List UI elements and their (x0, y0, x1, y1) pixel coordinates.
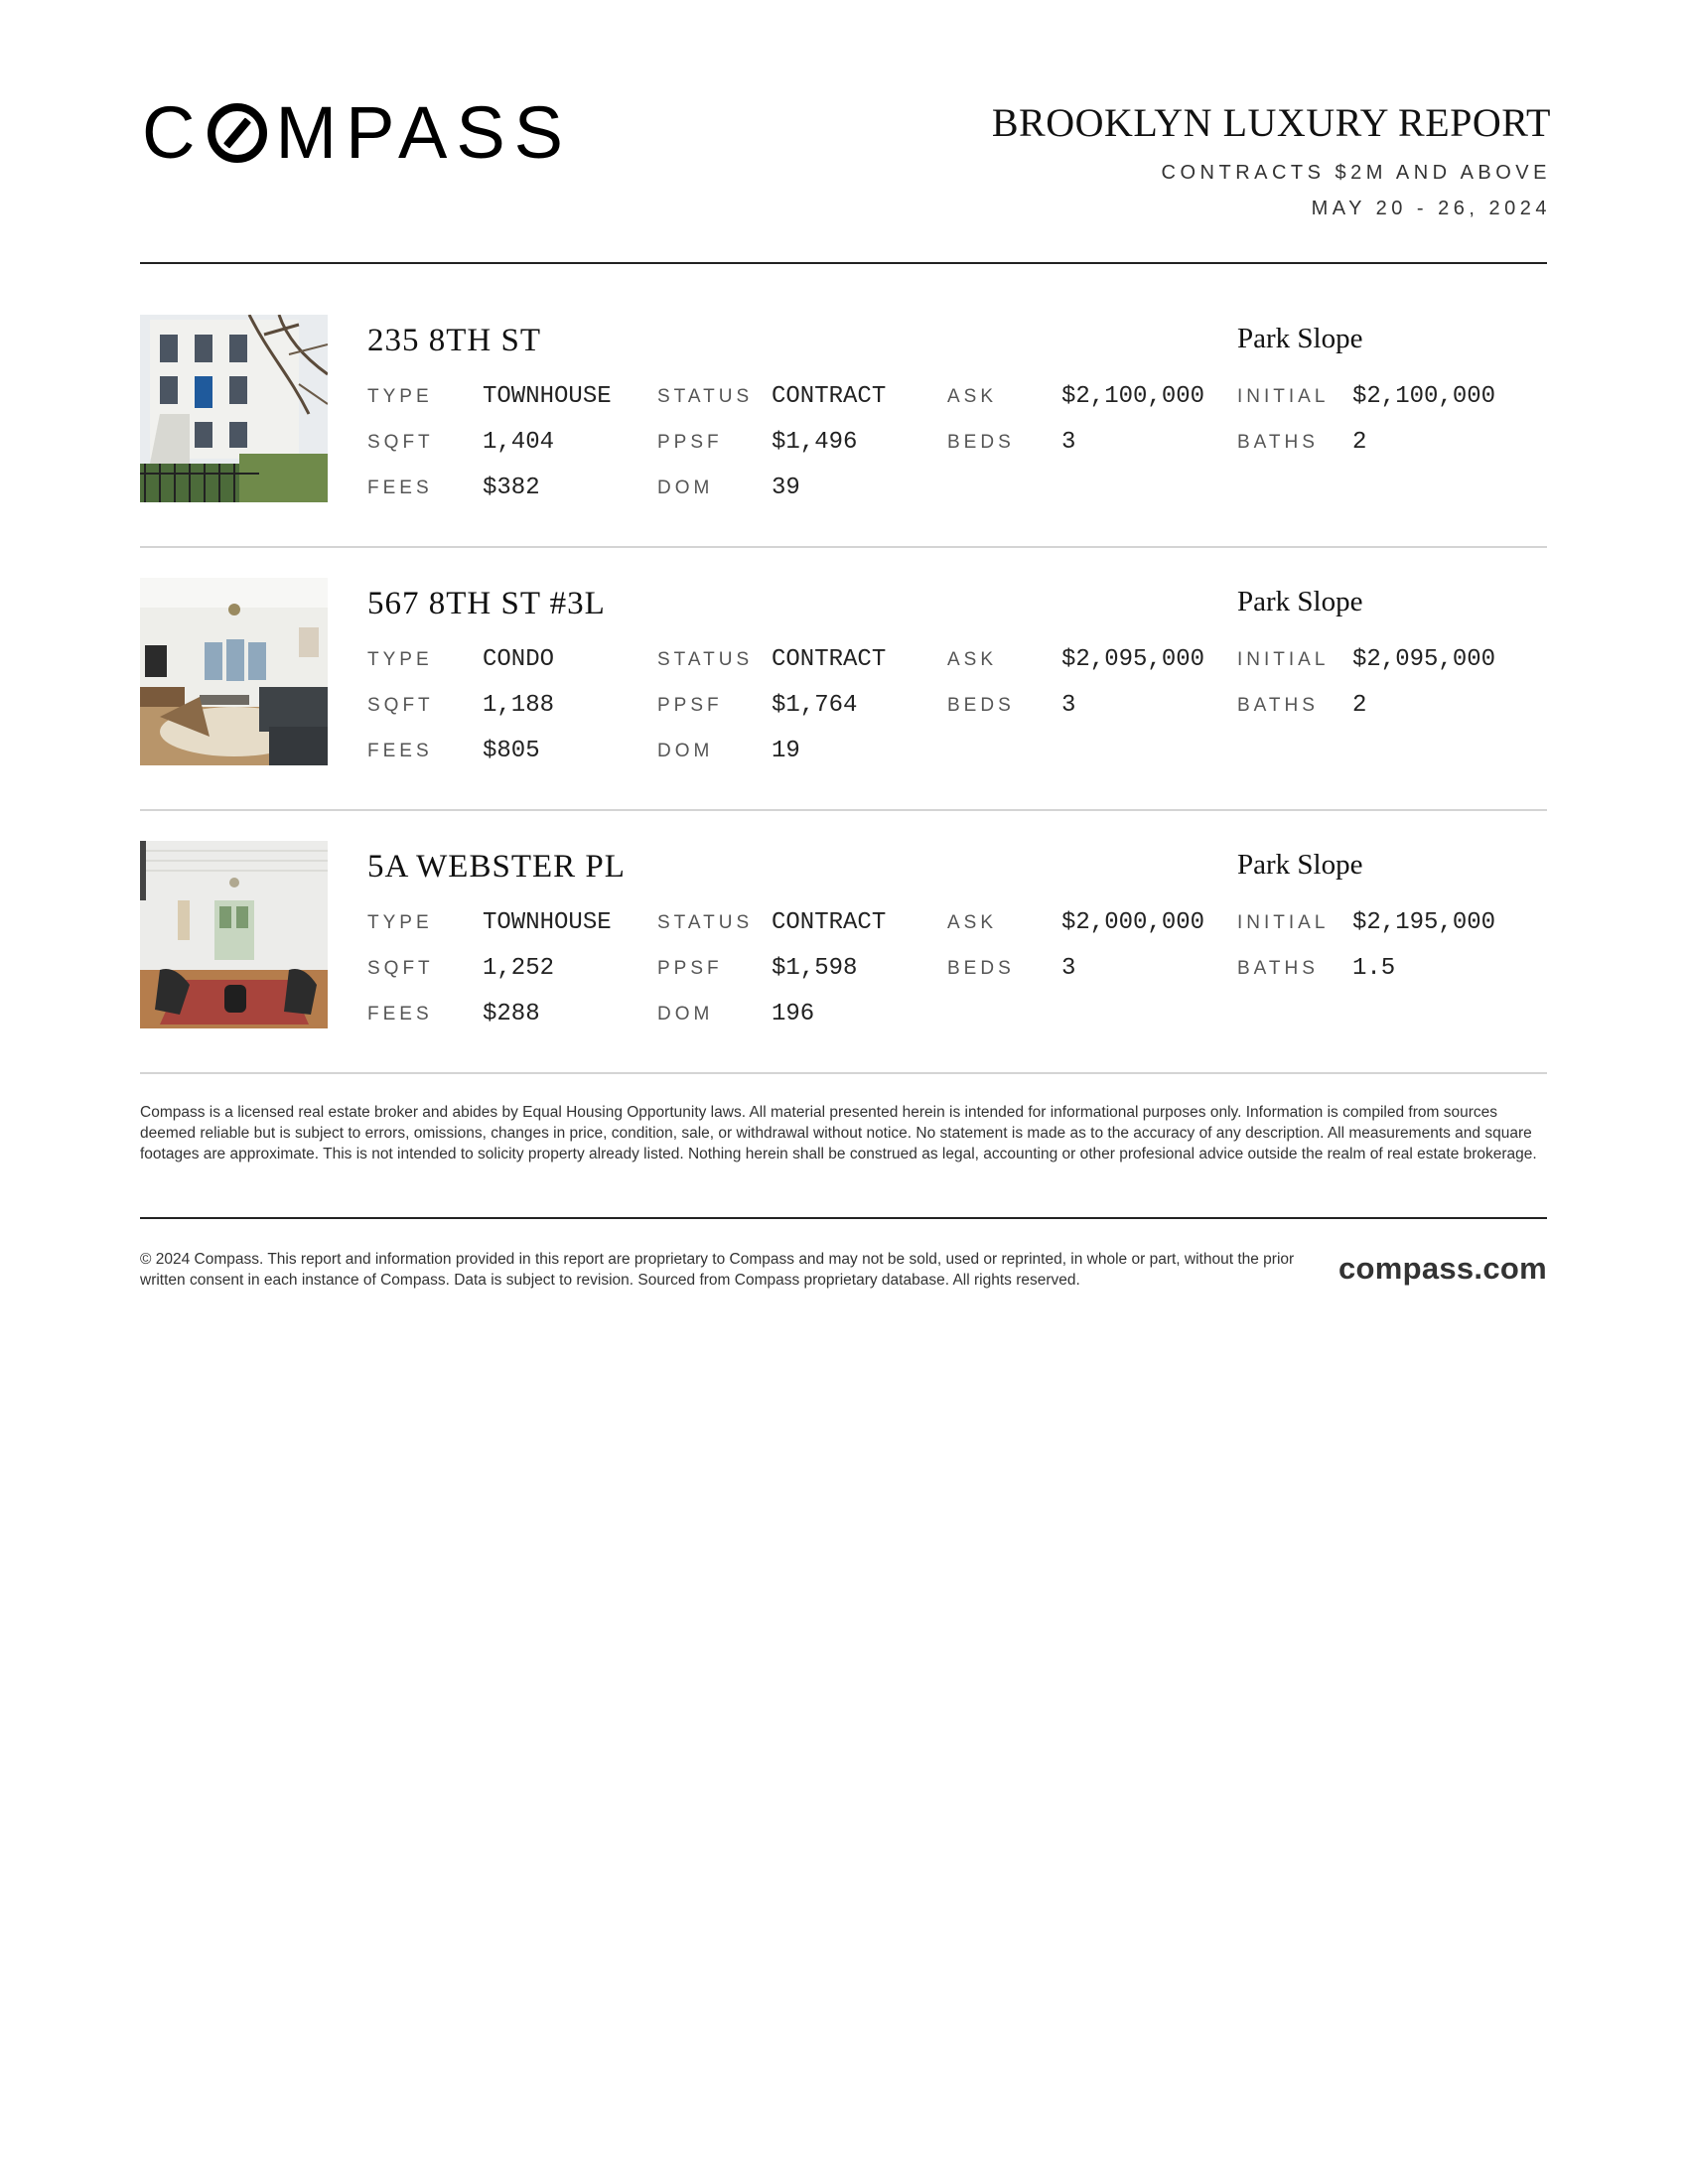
initial-value: $2,195,000 (1352, 909, 1496, 936)
ask-value: $2,000,000 (1061, 909, 1205, 936)
baths-label: BATHS (1237, 432, 1319, 453)
compass-logo (142, 91, 573, 174)
ppsf-label: PPSF (657, 958, 723, 979)
status-label: STATUS (657, 649, 754, 670)
ppsf-value: $1,496 (772, 429, 858, 456)
sqft-label: SQFT (367, 695, 434, 716)
baths-label: BATHS (1237, 695, 1319, 716)
sqft-value: 1,252 (483, 955, 555, 982)
listing-card (140, 315, 1547, 503)
initial-label: INITIAL (1237, 649, 1330, 670)
initial-label: INITIAL (1237, 912, 1330, 933)
footer-divider (140, 1217, 1547, 1219)
dom-value: 196 (772, 1001, 815, 1027)
listing-neighborhood: Park Slope (1237, 323, 1363, 354)
listing-divider (140, 546, 1547, 548)
ask-label: ASK (947, 912, 998, 933)
ask-value: $2,100,000 (1061, 383, 1205, 410)
ask-label: ASK (947, 386, 998, 407)
status-value: CONTRACT (772, 646, 887, 673)
fees-value: $805 (483, 738, 540, 764)
type-value: TOWNHOUSE (483, 383, 612, 410)
initial-value: $2,100,000 (1352, 383, 1496, 410)
fees-value: $288 (483, 1001, 540, 1027)
living-room-photo (140, 841, 328, 1028)
initial-label: INITIAL (1237, 386, 1330, 407)
baths-value: 2 (1352, 692, 1367, 719)
type-label: TYPE (367, 912, 433, 933)
type-label: TYPE (367, 386, 433, 407)
fees-label: FEES (367, 478, 433, 498)
logo-o-mark-icon (208, 103, 267, 163)
website-link[interactable]: compass.com (1337, 1251, 1547, 1286)
type-label: TYPE (367, 649, 433, 670)
listing-divider (140, 1072, 1547, 1074)
listing-card (140, 841, 1547, 1029)
beds-label: BEDS (947, 695, 1015, 716)
logo-letter-c: C (142, 91, 205, 174)
initial-value: $2,095,000 (1352, 646, 1496, 673)
logo-letters-mpass: MPASS (275, 91, 573, 174)
beds-label: BEDS (947, 432, 1015, 453)
ppsf-value: $1,598 (772, 955, 858, 982)
type-value: TOWNHOUSE (483, 909, 612, 936)
beds-value: 3 (1061, 429, 1076, 456)
type-value: CONDO (483, 646, 555, 673)
dom-value: 19 (772, 738, 800, 764)
ask-value: $2,095,000 (1061, 646, 1205, 673)
report-subtitle: CONTRACTS $2M AND ABOVE (1161, 162, 1551, 184)
baths-label: BATHS (1237, 958, 1319, 979)
status-value: CONTRACT (772, 909, 887, 936)
report-title: BROOKLYN LUXURY REPORT (991, 100, 1551, 145)
baths-value: 2 (1352, 429, 1367, 456)
dom-label: DOM (657, 478, 714, 498)
listing-neighborhood: Park Slope (1237, 849, 1363, 881)
baths-value: 1.5 (1352, 955, 1396, 982)
disclaimer-text: Compass is a licensed real estate broker and abides by Equal Housing Opportunity laws. All material presented herein is intended for informational purposes only. Information is compiled from sources deemed reliable but is subject to errors, omissions, changes in price, condition, sale, or withdrawal without notice. No statement is made as to the accuracy of any description. All measurements and square footages are approximate. This is not intended to solicity property already listed. Nothing herein shall be construed as legal, accounting or other profesional advice outside the realm of real estate brokerage. (140, 1104, 1537, 1162)
dom-label: DOM (657, 741, 714, 761)
living-room-photo (140, 578, 328, 765)
fees-value: $382 (483, 475, 540, 501)
header-divider (140, 262, 1547, 264)
sqft-label: SQFT (367, 432, 434, 453)
dom-label: DOM (657, 1004, 714, 1024)
listing-neighborhood: Park Slope (1237, 586, 1363, 617)
status-label: STATUS (657, 912, 754, 933)
listing-address: 235 8TH ST (367, 323, 541, 358)
report-header (992, 97, 1551, 222)
copyright-text: © 2024 Compass. This report and information provided in this report are proprietary to Compass and may not be sold, used or reprinted, in whole or part, without the prior written consent in each instance of Compass. Data is subject to revision. Sourced from Compass proprietary database. All rights reserved. (140, 1251, 1295, 1289)
fees-label: FEES (367, 1004, 433, 1024)
listing-divider (140, 809, 1547, 811)
report-date-range: MAY 20 - 26, 2024 (1311, 198, 1551, 219)
listing-address: 5A WEBSTER PL (367, 849, 626, 885)
status-label: STATUS (657, 386, 754, 407)
ppsf-label: PPSF (657, 432, 723, 453)
fees-label: FEES (367, 741, 433, 761)
beds-value: 3 (1061, 955, 1076, 982)
listing-address: 567 8TH ST #3L (367, 586, 606, 621)
dom-value: 39 (772, 475, 800, 501)
sqft-value: 1,404 (483, 429, 555, 456)
sqft-value: 1,188 (483, 692, 555, 719)
listing-card (140, 578, 1547, 766)
status-value: CONTRACT (772, 383, 887, 410)
sqft-label: SQFT (367, 958, 434, 979)
ppsf-value: $1,764 (772, 692, 858, 719)
ppsf-label: PPSF (657, 695, 723, 716)
beds-label: BEDS (947, 958, 1015, 979)
beds-value: 3 (1061, 692, 1076, 719)
ask-label: ASK (947, 649, 998, 670)
townhouse-exterior-photo (140, 315, 328, 502)
